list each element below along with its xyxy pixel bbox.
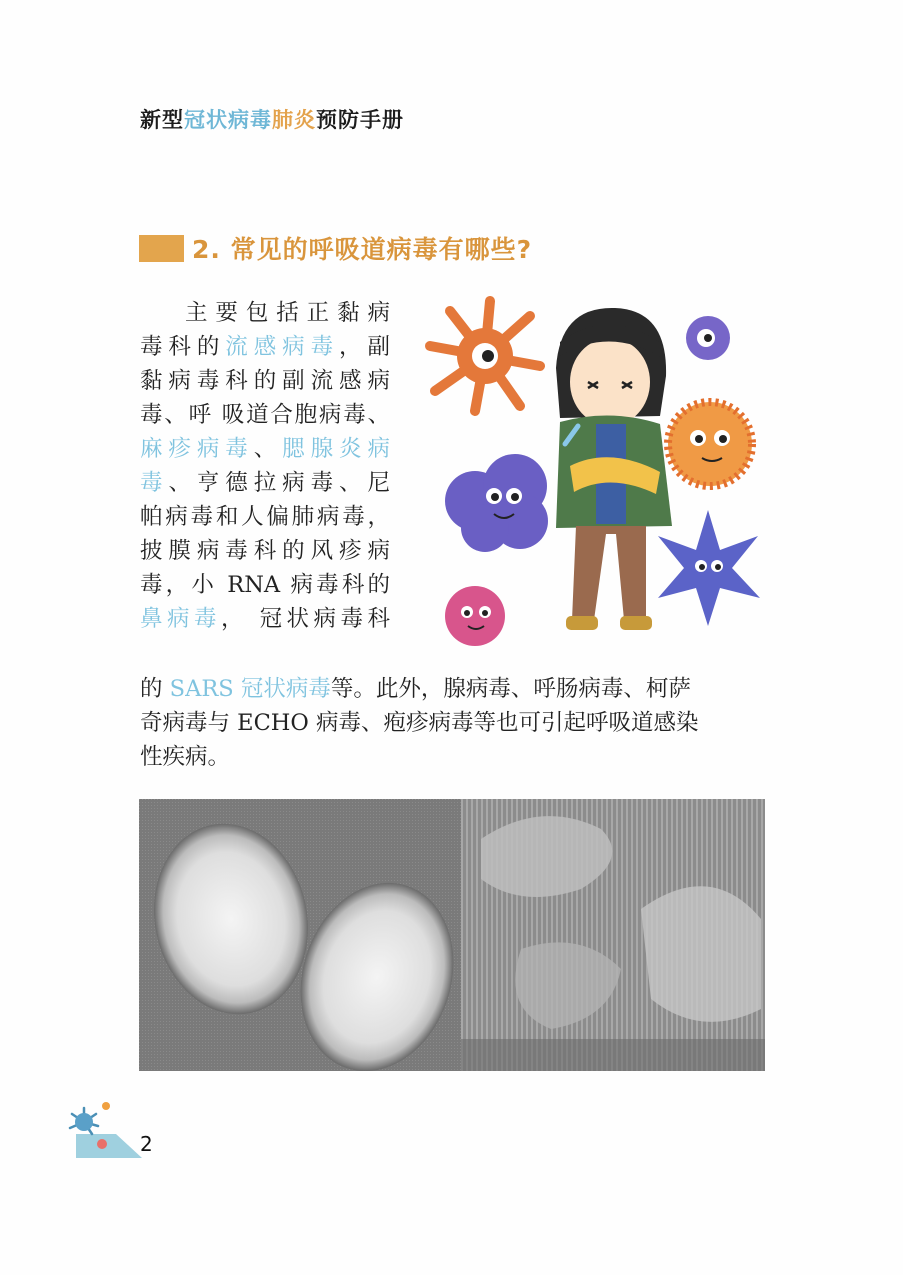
blue-star-virus	[658, 510, 760, 626]
text-line: 毒科的流感病毒，副	[140, 334, 390, 360]
section-title: 2. 常见的呼吸道病毒有哪些?	[192, 235, 533, 264]
sneezing-boy-figure	[556, 308, 672, 630]
electron-micrograph-cilia	[461, 799, 765, 1071]
pink-virus	[445, 586, 505, 646]
running-head-part4: 预防手册	[316, 108, 404, 132]
heading-marker	[139, 235, 184, 262]
text-line: 的 SARS 冠状病毒等。此外，腺病毒、呼肠病毒、柯萨	[140, 676, 691, 702]
virus-corner-badge	[62, 1100, 142, 1160]
virus-cartoon-illustration	[410, 296, 780, 656]
running-head-part2: 冠状病毒	[184, 108, 272, 132]
text-line: 披膜病毒科的风疹病	[140, 538, 390, 564]
electron-micrograph-influenza	[139, 799, 461, 1071]
text-line: 毒、呼 吸道合胞病毒、	[140, 402, 390, 428]
text-line: 毒、亨德拉病毒、尼	[140, 470, 390, 496]
page-number: 2	[140, 1132, 153, 1156]
section-heading	[139, 232, 532, 264]
running-head	[140, 104, 404, 134]
running-head-part3: 肺炎	[272, 108, 316, 132]
micrograph-row	[139, 799, 765, 1071]
orange-spiky-virus	[668, 402, 752, 486]
text-line: 鼻病毒， 冠状病毒科	[140, 606, 390, 632]
text-line: 性疾病。	[140, 744, 231, 770]
body-paragraph-full	[140, 672, 765, 774]
text-line: 帕病毒和人偏肺病毒，	[140, 504, 390, 530]
text-line: 主要包括正黏病	[185, 300, 390, 326]
small-purple-virus	[686, 316, 730, 360]
running-head-part1: 新型	[140, 108, 184, 132]
text-line: 毒，小 RNA 病毒科的	[140, 572, 390, 598]
text-line: 麻疹病毒、腮腺炎病	[140, 436, 390, 462]
purple-cloud-virus	[445, 454, 548, 552]
body-paragraph-wrapped	[140, 296, 390, 636]
text-line: 黏病毒科的副流感病	[140, 368, 390, 394]
text-line: 奇病毒与 ECHO 病毒、疱疹病毒等也可引起呼吸道感染	[140, 710, 699, 736]
orange-star-virus	[430, 301, 540, 411]
